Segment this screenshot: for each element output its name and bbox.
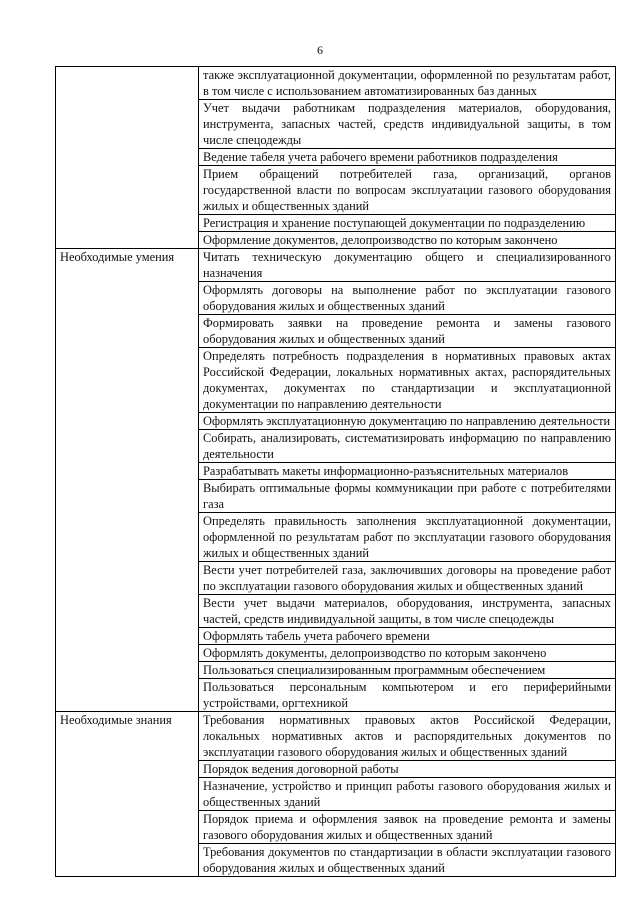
requirement-text: Оформлять документы, делопроизводство по которым закончено <box>199 645 616 662</box>
requirement-text: также эксплуатационной документации, оформленной по результатам работ, в том числе с использованием автоматизированных баз данных <box>199 67 616 100</box>
requirement-text: Разрабатывать макеты информационно-разъяснительных материалов <box>199 463 616 480</box>
requirement-text: Пользоваться персональным компьютером и его периферийными устройствами, оргтехникой <box>199 679 616 712</box>
table-row <box>56 249 616 282</box>
requirement-text: Читать техническую документацию общего и специализированного назначения <box>199 249 616 282</box>
requirement-text: Оформлять договоры на выполнение работ по эксплуатации газового оборудования жилых и общественных зданий <box>199 282 616 315</box>
requirement-text: Порядок ведения договорной работы <box>199 761 616 778</box>
table-row <box>56 67 616 100</box>
requirement-text: Определять потребность подразделения в нормативных правовых актах Российской Федерации, локальных нормативных актах, распорядительных документах, документах по стандартизации и эксплуатационной документации по направлению деятельности <box>199 348 616 413</box>
requirement-text: Оформлять эксплуатационную документацию по направлению деятельности <box>199 413 616 430</box>
requirement-text: Определять правильность заполнения эксплуатационной документации, оформленной по результатам работ по эксплуатации газового оборудования жилых и общественных зданий <box>199 513 616 562</box>
requirement-text: Формировать заявки на проведение ремонта и замены газового оборудования жилых и общественных зданий <box>199 315 616 348</box>
requirement-text: Учет выдачи работникам подразделения материалов, оборудования, инструмента, запасных частей, средств индивидуальной защиты, в том числе спецодежды <box>199 100 616 149</box>
requirements-table <box>55 66 616 877</box>
section-label: Необходимые умения <box>56 249 199 712</box>
requirements-table-body <box>56 67 616 877</box>
section-label <box>56 67 199 249</box>
requirement-text: Собирать, анализировать, систематизировать информацию по направлению деятельности <box>199 430 616 463</box>
requirement-text: Регистрация и хранение поступающей документации по подразделению <box>199 215 616 232</box>
requirement-text: Оформление документов, делопроизводство по которым закончено <box>199 232 616 249</box>
section-label: Необходимые знания <box>56 712 199 877</box>
requirement-text: Ведение табеля учета рабочего времени работников подразделения <box>199 149 616 166</box>
table-row <box>56 712 616 761</box>
requirement-text: Требования нормативных правовых актов Российской Федерации, локальных нормативных актов и распорядительных документов по эксплуатации газового оборудования жилых и общественных зданий <box>199 712 616 761</box>
requirement-text: Вести учет выдачи материалов, оборудования, инструмента, запасных частей, средств индивидуальной защиты, в том числе спецодежды <box>199 595 616 628</box>
requirement-text: Вести учет потребителей газа, заключивших договоры на проведение работ по эксплуатации газового оборудования жилых и общественных зданий <box>199 562 616 595</box>
requirement-text: Пользоваться специализированным программным обеспечением <box>199 662 616 679</box>
requirement-text: Выбирать оптимальные формы коммуникации при работе с потребителями газа <box>199 480 616 513</box>
page-number: 6 <box>317 43 323 57</box>
requirement-text: Порядок приема и оформления заявок на проведение ремонта и замены газового оборудования жилых и общественных зданий <box>199 811 616 844</box>
requirement-text: Требования документов по стандартизации в области эксплуатации газового оборудования жилых и общественных зданий <box>199 844 616 877</box>
requirement-text: Назначение, устройство и принцип работы газового оборудования жилых и общественных зданий <box>199 778 616 811</box>
requirement-text: Оформлять табель учета рабочего времени <box>199 628 616 645</box>
requirement-text: Прием обращений потребителей газа, организаций, органов государственной власти по вопросам эксплуатации газового оборудования жилых и общественных зданий <box>199 166 616 215</box>
